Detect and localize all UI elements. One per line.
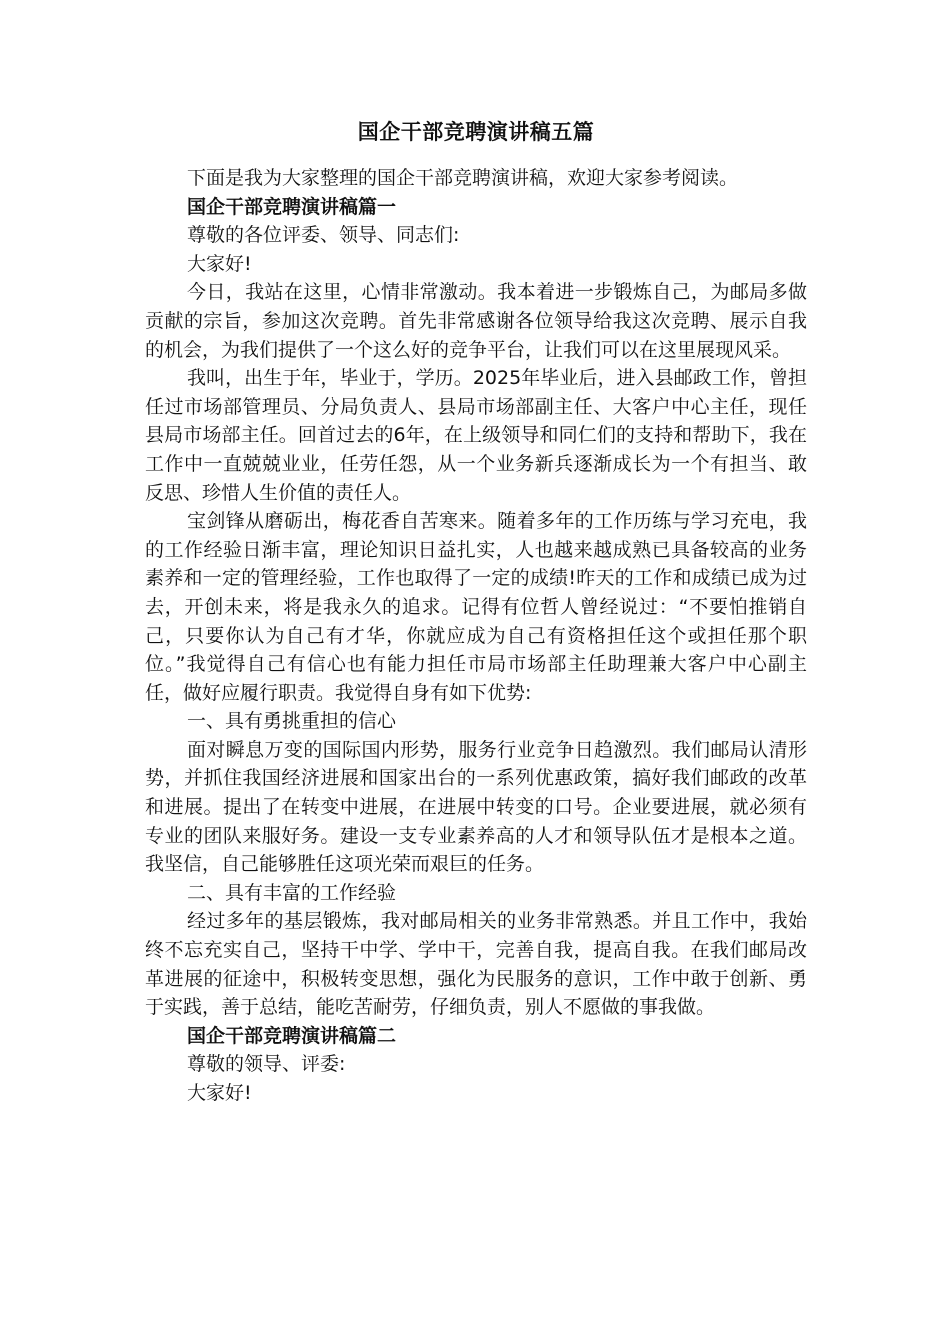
document-title: 国企干部竞聘演讲稿五篇 <box>357 120 595 144</box>
body-paragraph: 下面是我为大家整理的国企干部竞聘演讲稿，欢迎大家参考阅读。 <box>187 167 739 189</box>
document-page <box>145 112 807 1108</box>
body-paragraph: 我叫，出生于年，毕业于，学历。2025年毕业后，进入县邮政工作，曾担任过市场部管理员、分局负责人、县局市场部副主任、大客户中心主任，现任县局市场部主任。回首过去的6年，在上级领导和同仁们的支持和帮助下，我在工作中一直兢兢业业，任劳任怨，从一个业务新兵逐渐成长为一个有担当、敢反思、珍惜人生价值的责任人。 <box>145 367 807 504</box>
body-paragraph: 尊敬的各位评委、领导、同志们: <box>187 224 460 247</box>
body-paragraph: 今日，我站在这里，心情非常激动。我本着进一步锻炼自己，为邮局多做贡献的宗旨，参加这次竞聘。首先非常感谢各位领导给我这次竞聘、展示自我的机会，为我们提供了一个这么好的竞争平台，让我们可以在这里展现风采。 <box>145 281 807 361</box>
body-paragraph: 经过多年的基层锻炼，我对邮局相关的业务非常熟悉。并且工作中，我始终不忘充实自己，坚持干中学、学中干，完善自我，提高自我。在我们邮局改革进展的征途中，积极转变思想，强化为民服务的意识，工作中敢于创新、勇于实践，善于总结，能吃苦耐劳，仔细负责，别人不愿做的事我做。 <box>145 910 807 1019</box>
body-paragraph: 二、具有丰富的工作经验 <box>187 881 397 904</box>
body-paragraph: 大家好! <box>187 1082 252 1104</box>
body-paragraph: 宝剑锋从磨砺出，梅花香自苦寒来。随着多年的工作历练与学习充电，我的工作经验日渐丰富，理论知识日益扎实，人也越来越成熟已具备较高的业务素养和一定的管理经验，工作也取得了一定的成绩!昨天的工作和成绩已成为过去，开创未来，将是我永久的追求。记得有位哲人曾经说过：“不要怕推销自己，只要你认为自己有才华，你就应成为自己有资格担任这个或担任那个职位。”我觉得自己有信心也有能力担任市局市场部主任助理兼大客户中心副主任，做好应履行职责。我觉得自身有如下优势: <box>145 510 807 704</box>
body-paragraph: 一、具有勇挑重担的信心 <box>187 710 397 733</box>
body-paragraph: 大家好! <box>187 252 252 275</box>
section-heading: 国企干部竞聘演讲稿篇一 <box>187 195 397 218</box>
document-body <box>145 164 807 1108</box>
body-paragraph: 尊敬的领导、评委: <box>187 1053 346 1076</box>
body-paragraph: 面对瞬息万变的国际国内形势，服务行业竞争日趋激烈。我们邮局认清形势，并抓住我国经济进展和国家出台的一系列优惠政策，搞好我们邮政的改革和进展。提出了在转变中进展，在进展中转变的口号。企业要进展，就必须有专业的团队来服好务。建设一支专业素养高的人才和领导队伍才是根本之道。我坚信，自己能够胜任这项光荣而艰巨的任务。 <box>145 738 807 876</box>
section-heading: 国企干部竞聘演讲稿篇二 <box>187 1024 397 1047</box>
